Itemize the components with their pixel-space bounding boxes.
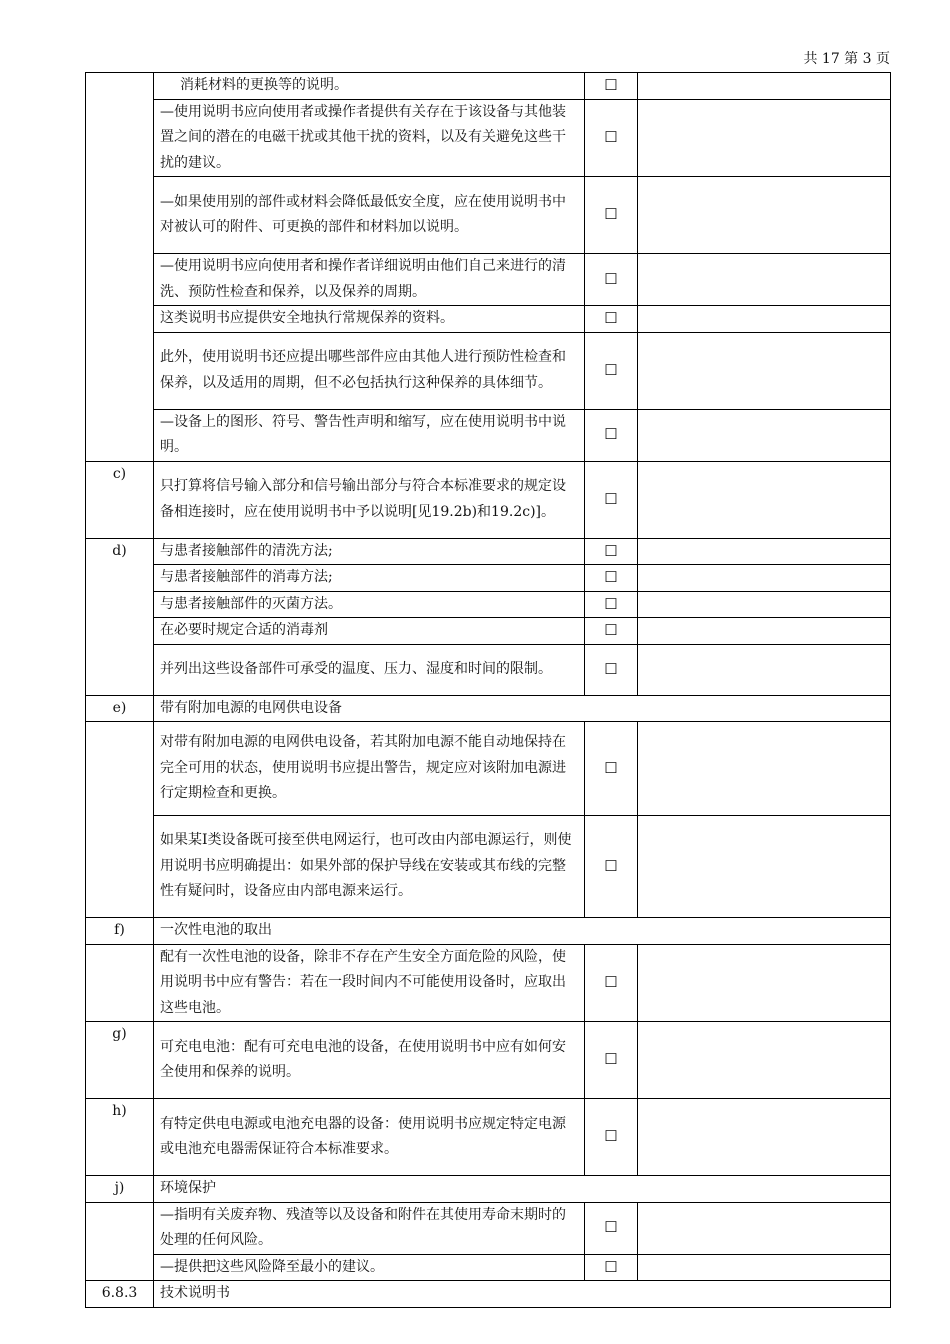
clause-label <box>86 722 154 918</box>
requirement-text: 这类说明书应提供安全地执行常规保养的资料。 <box>154 306 585 333</box>
page-number: 共 17 第 3 页 <box>803 51 890 67</box>
checkbox[interactable]: ☐ <box>585 816 638 918</box>
table-row <box>86 1022 891 1099</box>
checklist-table <box>85 72 891 1308</box>
checkbox[interactable]: ☐ <box>585 1202 638 1254</box>
requirement-text: 有特定供电电源或电池充电器的设备：使用说明书应规定特定电源或电池充电器需保证符合本标准要求。 <box>154 1099 585 1176</box>
checkbox[interactable]: ☐ <box>585 99 638 177</box>
result-cell[interactable] <box>638 306 891 333</box>
table-row <box>86 1281 891 1308</box>
requirement-text: 只打算将信号输入部分和信号输出部分与符合本标准要求的规定设备相连接时，应在使用说明书中予以说明[见19.2b)和19.2c)]。 <box>154 461 585 538</box>
result-cell[interactable] <box>638 1022 891 1099</box>
table-row <box>86 816 891 918</box>
table-row <box>86 722 891 816</box>
clause-label: h) <box>86 1099 154 1176</box>
checkbox[interactable]: ☐ <box>585 944 638 1022</box>
checkbox[interactable]: ☐ <box>585 332 638 409</box>
checkbox[interactable]: ☐ <box>585 618 638 645</box>
requirement-text: 可充电电池：配有可充电电池的设备，在使用说明书中应有如何安全使用和保养的说明。 <box>154 1022 585 1099</box>
table-row <box>86 1202 891 1254</box>
section-heading: 带有附加电源的电网供电设备 <box>154 695 891 722</box>
clause-label: g) <box>86 1022 154 1099</box>
checkbox[interactable]: ☐ <box>585 73 638 100</box>
checkbox[interactable]: ☐ <box>585 409 638 461</box>
table-row <box>86 644 891 695</box>
table-row <box>86 618 891 645</box>
result-cell[interactable] <box>638 332 891 409</box>
result-cell[interactable] <box>638 1202 891 1254</box>
table-row <box>86 332 891 409</box>
table-row <box>86 1176 891 1203</box>
result-cell[interactable] <box>638 1099 891 1176</box>
checkbox[interactable]: ☐ <box>585 177 638 254</box>
requirement-text: —指明有关废弃物、残渣等以及设备和附件在其使用寿命末期时的处理的任何风险。 <box>154 1202 585 1254</box>
result-cell[interactable] <box>638 618 891 645</box>
requirement-text: 配有一次性电池的设备，除非不存在产生安全方面危险的风险，使用说明书中应有警告：若在一段时间内不可能使用设备时，应取出这些电池。 <box>154 944 585 1022</box>
table-row <box>86 1099 891 1176</box>
checkbox[interactable]: ☐ <box>585 591 638 618</box>
result-cell[interactable] <box>638 538 891 565</box>
table-row <box>86 461 891 538</box>
table-row <box>86 99 891 177</box>
section-heading: 技术说明书 <box>154 1281 891 1308</box>
table-row <box>86 538 891 565</box>
requirement-text: 对带有附加电源的电网供电设备，若其附加电源不能自动地保持在完全可用的状态，使用说明书应提出警告，规定应对该附加电源进行定期检查和更换。 <box>154 722 585 816</box>
requirement-text: —提供把这些风险降至最小的建议。 <box>154 1254 585 1281</box>
clause-label: d) <box>86 538 154 695</box>
checkbox[interactable]: ☐ <box>585 722 638 816</box>
checkbox[interactable]: ☐ <box>585 538 638 565</box>
requirement-text: —设备上的图形、符号、警告性声明和缩写，应在使用说明书中说明。 <box>154 409 585 461</box>
checkbox[interactable]: ☐ <box>585 644 638 695</box>
clause-label: j) <box>86 1176 154 1203</box>
table-row <box>86 695 891 722</box>
table-row <box>86 944 891 1022</box>
table-row <box>86 73 891 100</box>
result-cell[interactable] <box>638 254 891 306</box>
section-heading: 一次性电池的取出 <box>154 918 891 945</box>
result-cell[interactable] <box>638 722 891 816</box>
table-row <box>86 409 891 461</box>
checkbox[interactable]: ☐ <box>585 254 638 306</box>
table-row <box>86 918 891 945</box>
requirement-text: 与患者接触部件的消毒方法; <box>154 565 585 592</box>
result-cell[interactable] <box>638 565 891 592</box>
checkbox[interactable]: ☐ <box>585 1254 638 1281</box>
checkbox[interactable]: ☐ <box>585 461 638 538</box>
clause-label: c) <box>86 461 154 538</box>
checkbox[interactable]: ☐ <box>585 1099 638 1176</box>
clause-label: f) <box>86 918 154 945</box>
result-cell[interactable] <box>638 816 891 918</box>
result-cell[interactable] <box>638 644 891 695</box>
result-cell[interactable] <box>638 1254 891 1281</box>
result-cell[interactable] <box>638 177 891 254</box>
clause-label <box>86 73 154 462</box>
clause-label: e) <box>86 695 154 722</box>
requirement-text: 此外，使用说明书还应提出哪些部件应由其他人进行预防性检查和保养，以及适用的周期，但不必包括执行这种保养的具体细节。 <box>154 332 585 409</box>
table-row <box>86 565 891 592</box>
result-cell[interactable] <box>638 73 891 100</box>
result-cell[interactable] <box>638 409 891 461</box>
result-cell[interactable] <box>638 99 891 177</box>
table-row <box>86 177 891 254</box>
requirement-text: 在必要时规定合适的消毒剂 <box>154 618 585 645</box>
table-row <box>86 254 891 306</box>
clause-label: 6.8.3 <box>86 1281 154 1308</box>
table-row <box>86 1254 891 1281</box>
checkbox[interactable]: ☐ <box>585 306 638 333</box>
clause-label <box>86 1202 154 1281</box>
requirement-text: 消耗材料的更换等的说明。 <box>154 73 585 100</box>
table-row <box>86 306 891 333</box>
checkbox[interactable]: ☐ <box>585 1022 638 1099</box>
result-cell[interactable] <box>638 944 891 1022</box>
requirement-text: —如果使用别的部件或材料会降低最低安全度，应在使用说明书中对被认可的附件、可更换的部件和材料加以说明。 <box>154 177 585 254</box>
requirement-text: 并列出这些设备部件可承受的温度、压力、湿度和时间的限制。 <box>154 644 585 695</box>
requirement-text: 如果某Ⅰ类设备既可接至供电网运行，也可改由内部电源运行，则使用说明书应明确提出：如果外部的保护导线在安装或其布线的完整性有疑问时，设备应由内部电源来运行。 <box>154 816 585 918</box>
requirement-text: —使用说明书应向使用者或操作者提供有关存在于该设备与其他装置之间的潜在的电磁干扰或其他干扰的资料，以及有关避免这些干扰的建议。 <box>154 99 585 177</box>
requirement-text: 与患者接触部件的清洗方法; <box>154 538 585 565</box>
section-heading: 环境保护 <box>154 1176 891 1203</box>
clause-label <box>86 944 154 1022</box>
result-cell[interactable] <box>638 461 891 538</box>
requirement-text: —使用说明书应向使用者和操作者详细说明由他们自己来进行的清洗、预防性检查和保养，以及保养的周期。 <box>154 254 585 306</box>
requirement-text: 与患者接触部件的灭菌方法。 <box>154 591 585 618</box>
table-row <box>86 591 891 618</box>
result-cell[interactable] <box>638 591 891 618</box>
checkbox[interactable]: ☐ <box>585 565 638 592</box>
